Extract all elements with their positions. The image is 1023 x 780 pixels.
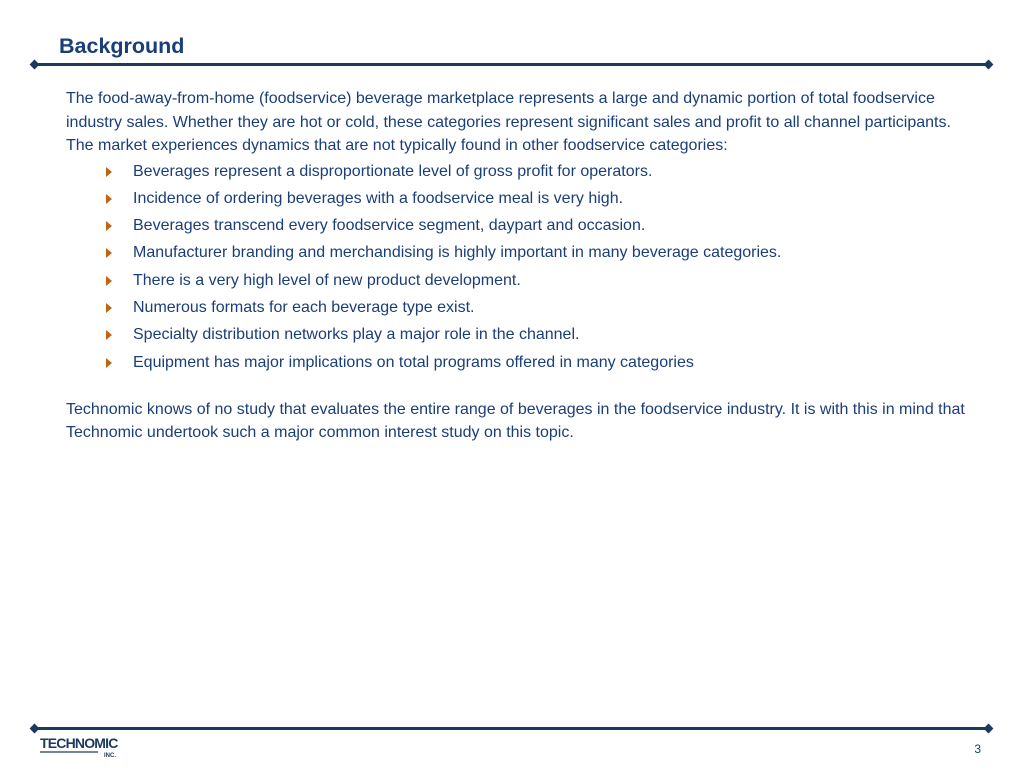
bullet-item (104, 294, 966, 321)
bullet-text: Manufacturer branding and merchandising is highly important in many beverage categories. (133, 244, 782, 262)
logo-inc: INC. (104, 753, 116, 759)
bullet-item (104, 239, 966, 266)
bullet-list (66, 158, 966, 376)
bullet-text: Specialty distribution networks play a major role in the channel. (133, 326, 580, 344)
conclusion-paragraph: Technomic knows of no study that evaluates the entire range of beverages in the foodservice industry. It is with this in mind that Technomic undertook such a major common interest study on this topic. (66, 400, 965, 442)
bullet-item (104, 185, 966, 212)
triangle-bullet-icon (106, 194, 112, 204)
bullet-text: Beverages represent a disproportionate level of gross profit for operators. (133, 162, 653, 180)
triangle-bullet-icon (106, 167, 112, 177)
bottom-divider-left-diamond (30, 724, 40, 734)
triangle-bullet-icon (106, 358, 112, 368)
bullet-text: Numerous formats for each beverage type exist. (133, 298, 475, 316)
bottom-divider-right-diamond (984, 724, 994, 734)
triangle-bullet-icon (106, 330, 112, 340)
top-divider (35, 63, 989, 66)
triangle-bullet-icon (106, 276, 112, 286)
triangle-bullet-icon (106, 248, 112, 258)
top-divider-right-diamond (984, 60, 994, 70)
intro-paragraph: The food-away-from-home (foodservice) beverage marketplace represents a large and dynamic portion of total foodservice industry sales. Whether they are hot or cold, these categories represent significant sales and profit to all channel participants. The market experiences dynamics that are not typically found in other foodservice categories: (66, 90, 951, 154)
bullet-item (104, 349, 966, 376)
triangle-bullet-icon (106, 221, 112, 231)
bullet-item (104, 212, 966, 239)
bullet-item (104, 158, 966, 185)
triangle-bullet-icon (106, 303, 112, 313)
logo-wordmark: TECHNOMIC (40, 735, 118, 751)
page-number: 3 (974, 742, 981, 756)
slide-body (66, 87, 966, 445)
slide-title: Background (59, 34, 185, 58)
bullet-text: Beverages transcend every foodservice segment, daypart and occasion. (133, 217, 646, 235)
top-divider-left-diamond (30, 60, 40, 70)
bullet-item (104, 321, 966, 348)
bullet-text: Equipment has major implications on total programs offered in many categories (133, 353, 694, 371)
bullet-item (104, 267, 966, 294)
bottom-divider (35, 727, 989, 730)
bullet-text: There is a very high level of new product development. (133, 271, 521, 289)
technomic-logo (40, 734, 120, 760)
bullet-text: Incidence of ordering beverages with a foodservice meal is very high. (133, 189, 624, 207)
